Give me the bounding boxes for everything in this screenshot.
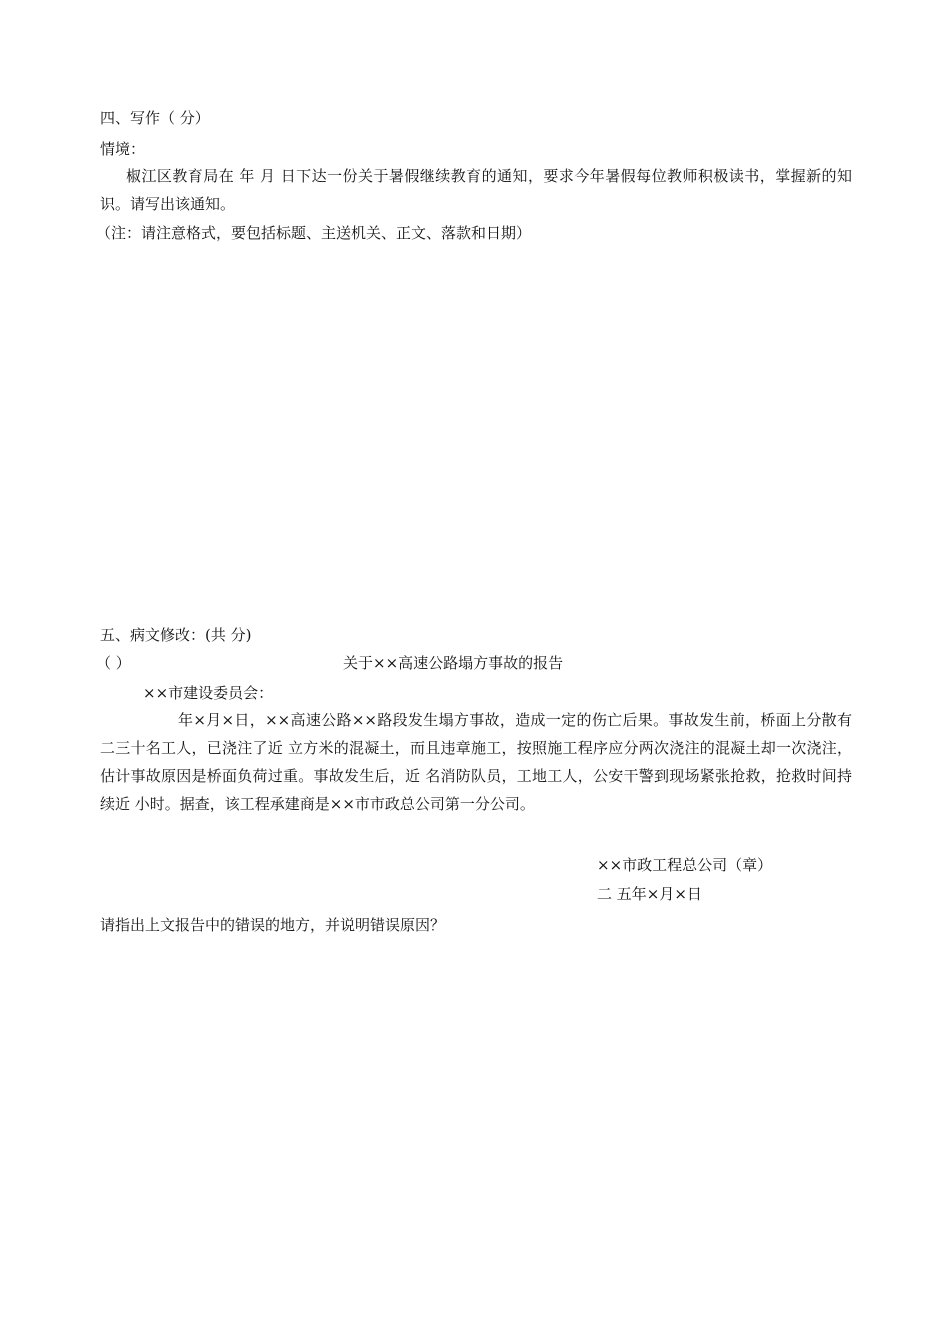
situation-label: 情境： [100, 140, 146, 158]
report-signature: ××市政工程总公司（章） [597, 856, 773, 874]
report-recipient: ××市建设委员会： [143, 684, 274, 702]
format-note: （注：请注意格式，要包括标题、主送机关、正文、落款和日期） [96, 224, 532, 242]
situation-body: 椒江区教育局在 年 月 日下达一份关于暑假继续教育的通知，要求今年暑假每位教师积极读书，掌握新的知识。请写出该通知。 [100, 167, 852, 213]
report-date: 二 五年×月×日 [597, 885, 702, 903]
section4-heading: 四、写作（ 分） [100, 109, 210, 127]
report-body: 年×月×日，××高速公路××路段发生塌方事故，造成一定的伤亡后果。事故发生前，桥面上分散有二三十名工人，已浇注了近 立方米的混凝土，而且违章施工，按照施工程序应分两次浇注的混凝土却一次浇注，估计事故原因是桥面负荷过重。事故发生后，近 名消防队员，工地工人，公安干警到现场紧张抢救，抢救时间持续近 小时。据查，该工程承建商是××市市政总公司第一分公司。 [100, 711, 852, 813]
question-prompt: 请指出上文报告中的错误的地方，并说明错误原因？ [100, 916, 446, 934]
answer-blank: （ ） [96, 654, 131, 672]
report-title: 关于××高速公路塌方事故的报告 [343, 654, 564, 672]
section5-heading: 五、病文修改：(共 分) [100, 626, 252, 644]
